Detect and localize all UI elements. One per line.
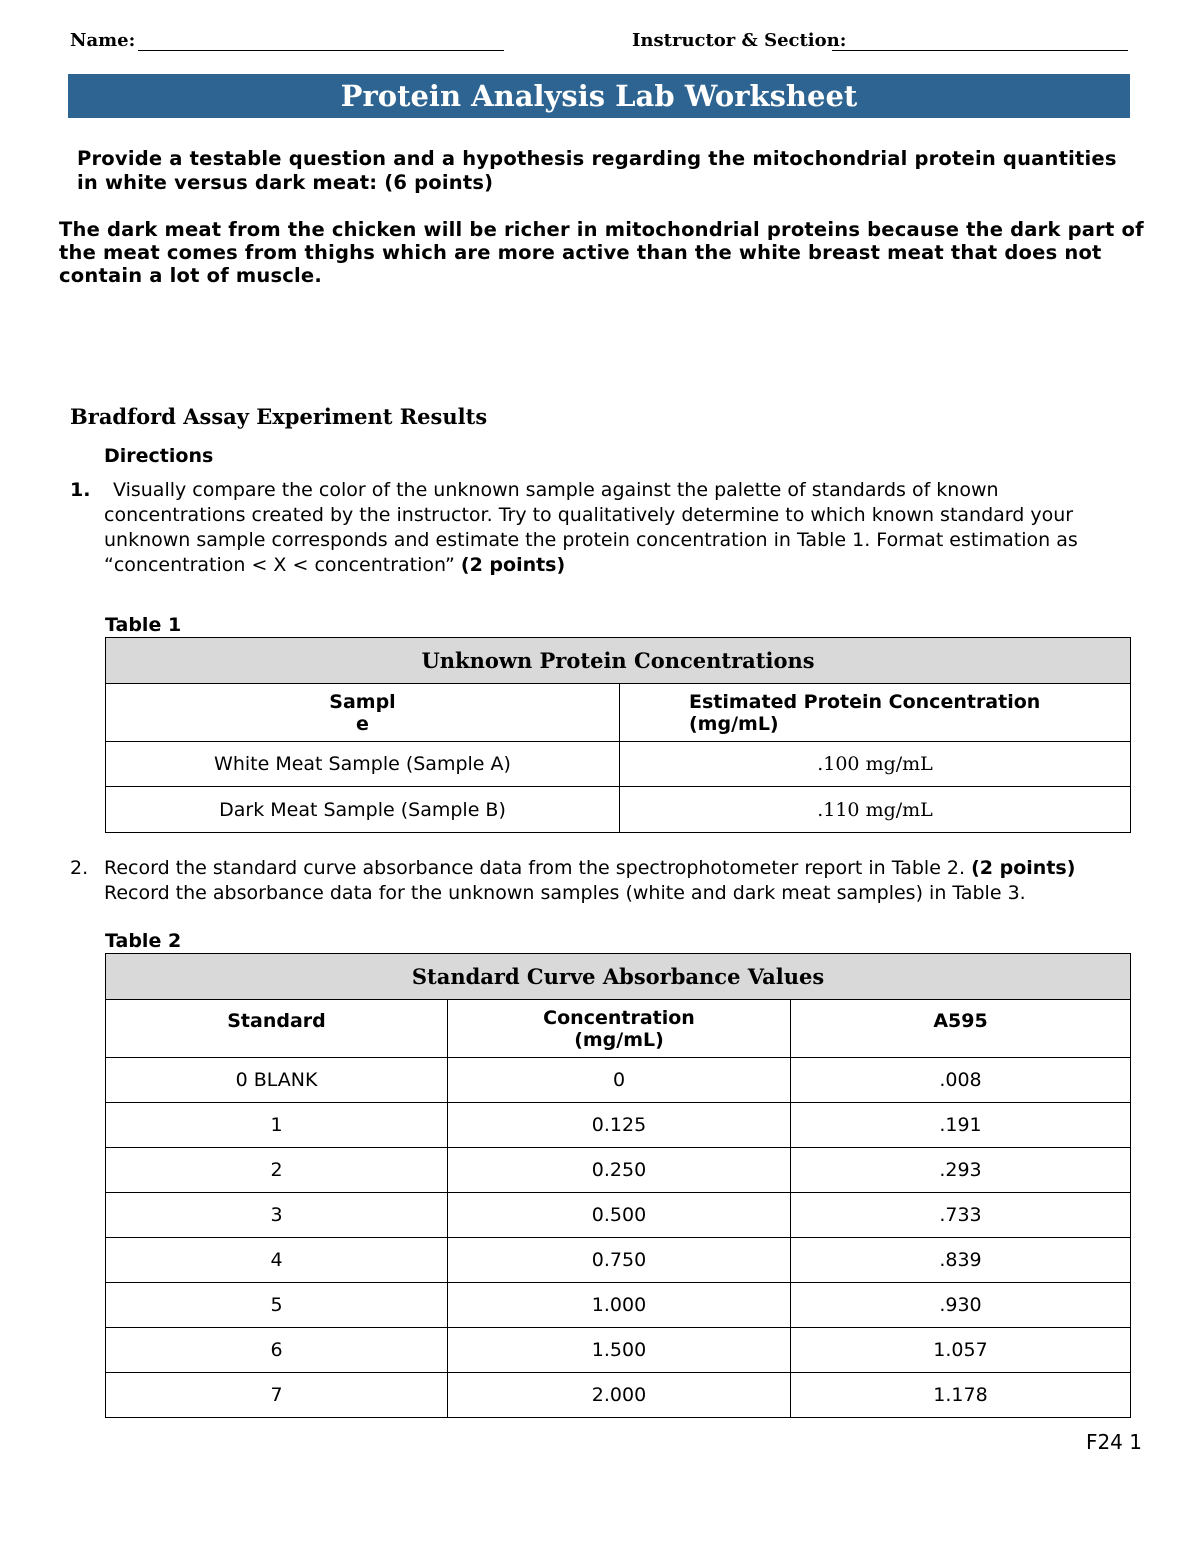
table1-sample-a-value[interactable]: .100 mg/mL	[620, 742, 1131, 787]
table2-caption-row	[106, 954, 1131, 1000]
table2-standard: 4	[106, 1238, 448, 1283]
table1	[105, 637, 1131, 833]
table2-concentration: 0.500	[448, 1193, 791, 1238]
name-label: Name:	[70, 30, 136, 51]
table2-a595[interactable]: .293	[791, 1148, 1131, 1193]
table2-a595[interactable]: .733	[791, 1193, 1131, 1238]
step2-number: 2.	[70, 857, 89, 879]
table2-standard: 5	[106, 1283, 448, 1328]
table-row	[106, 787, 1131, 833]
table-row	[106, 1148, 1131, 1193]
table1-sample-b-value[interactable]: .110 mg/mL	[620, 787, 1131, 833]
table-row	[106, 1058, 1131, 1103]
step1-points: (2 points)	[460, 554, 566, 576]
table2-standard: 6	[106, 1328, 448, 1373]
step1-instructions	[104, 478, 1144, 578]
table2-a595[interactable]: .839	[791, 1238, 1131, 1283]
instructor-section-field[interactable]	[832, 50, 1128, 51]
table2-header-row	[106, 1000, 1131, 1058]
table2-standard: 3	[106, 1193, 448, 1238]
step2-points: (2 points)	[971, 857, 1076, 879]
table2	[105, 953, 1131, 1418]
table-row	[106, 1193, 1131, 1238]
table2-standard: 1	[106, 1103, 448, 1148]
table2-caption: Standard Curve Absorbance Values	[106, 954, 1131, 1000]
hypothesis-prompt-text: Provide a testable question and a hypothesis regarding the mitochondrial protein quantities in white versus dark meat:	[77, 147, 1117, 194]
step2-instructions	[104, 856, 1144, 906]
table2-concentration: 2.000	[448, 1373, 791, 1418]
table2-a595[interactable]: .191	[791, 1103, 1131, 1148]
table-row	[106, 1103, 1131, 1148]
table2-concentration: 1.500	[448, 1328, 791, 1373]
table-row	[106, 1328, 1131, 1373]
table2-concentration: 0.125	[448, 1103, 791, 1148]
section-heading: Bradford Assay Experiment Results	[70, 404, 488, 429]
table1-col-estimated: Estimated Protein Concentration (mg/mL)	[689, 690, 1041, 735]
table2-concentration: 0.250	[448, 1148, 791, 1193]
table1-label: Table 1	[105, 614, 182, 636]
title-banner	[68, 74, 1130, 118]
table2-col-concentration: Concentration (mg/mL)	[543, 1006, 695, 1051]
table1-header-row	[106, 684, 1131, 742]
table2-a595[interactable]: 1.178	[791, 1373, 1131, 1418]
directions-label: Directions	[104, 445, 214, 467]
table2-a595[interactable]: .008	[791, 1058, 1131, 1103]
page-title: Protein Analysis Lab Worksheet	[340, 79, 858, 113]
table-row	[106, 1238, 1131, 1283]
table2-concentration: 1.000	[448, 1283, 791, 1328]
name-field[interactable]	[138, 50, 504, 51]
table1-caption-row	[106, 638, 1131, 684]
table1-sample-b: Dark Meat Sample (Sample B)	[106, 787, 620, 833]
step1-number: 1.	[70, 479, 91, 501]
hypothesis-points: (6 points)	[384, 171, 494, 194]
page-footer: F24 1	[1085, 1430, 1142, 1454]
table2-a595[interactable]: .930	[791, 1283, 1131, 1328]
step2-text-a: Record the standard curve absorbance data from the spectrophotometer report in Table 2.	[104, 857, 966, 879]
table2-concentration: 0.750	[448, 1238, 791, 1283]
table1-sample-a: White Meat Sample (Sample A)	[106, 742, 620, 787]
hypothesis-prompt	[77, 147, 1142, 195]
table2-concentration: 0	[448, 1058, 791, 1103]
table2-standard: 0 BLANK	[106, 1058, 448, 1103]
table2-col-a595: A595	[791, 1000, 1131, 1058]
table1-caption: Unknown Protein Concentrations	[106, 638, 1131, 684]
table2-label: Table 2	[105, 930, 182, 952]
step2-text-b: Record the absorbance data for the unknown samples (white and dark meat samples) in Table 3.	[104, 882, 1026, 904]
table1-col-sample: Sampl e	[329, 690, 396, 735]
table2-col-standard: Standard	[106, 1000, 448, 1058]
step1-text: Visually compare the color of the unknown sample against the palette of standards of known concentrations created by the instructor. Try to qualitatively determine to which known standard your unknown sample corresponds and estimate the protein concentration in Table 1. Format estimation as “concentration < X < concentration”	[104, 479, 1078, 576]
table-row	[106, 742, 1131, 787]
hypothesis-answer[interactable]: The dark meat from the chicken will be richer in mitochondrial proteins because the dark part of the meat comes from thighs which are more active than the white breast meat that does not contain a lot of muscle.	[59, 218, 1144, 287]
table2-standard: 7	[106, 1373, 448, 1418]
table2-standard: 2	[106, 1148, 448, 1193]
table-row	[106, 1373, 1131, 1418]
table-row	[106, 1283, 1131, 1328]
instructor-section-label: Instructor & Section:	[632, 30, 847, 51]
table2-a595[interactable]: 1.057	[791, 1328, 1131, 1373]
